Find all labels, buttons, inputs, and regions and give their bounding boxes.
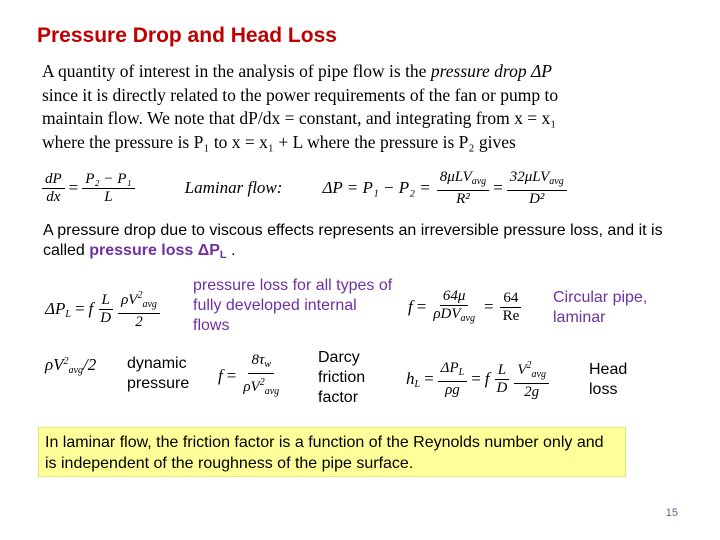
delta-p-expression: ΔP = P₁ − P₂ = <box>322 178 431 197</box>
laminar-dp-radius: $\frac{8\mu LV_{avg}}{\text{R²}}$ <box>437 169 489 208</box>
dpdx-fraction: $\frac{dP}{dx}$ <box>42 171 65 206</box>
pressure-gradient-fraction: $\frac{\text{P₂ − P₁}}{L}$ <box>82 171 134 206</box>
darcy-friction-equation: f = $\frac{8\tau_w}{\rho V^2_{avg}}$ <box>218 352 280 397</box>
head-loss-note: Head loss <box>589 361 628 398</box>
pressure-loss-note: pressure loss for all types of fully developed internal flows <box>193 277 393 334</box>
pressure-loss-equation: $\Delta P_L$ = f $\frac{L}{D}$ $\frac{\rho V^2_{avg}}{2}$ <box>45 284 160 334</box>
equation-row: $\frac{dP}{dx}$ = $\frac{\text{P₂ − P₁}}{L}$ Laminar flow: ΔP = P₁ − P₂ = $\frac{8\mu LV_{avg}}{\text{R²}}$ = $\frac{32\mu LV_{avg}}{\text{D²}}$ <box>42 160 682 216</box>
irreversible-loss-text: A pressure drop due to viscous effects represents an irreversible pressure loss, and it is called pressure loss $\Delta P_L$ . <box>43 222 663 261</box>
dynamic-pressure-note: dynamic pressure <box>127 355 190 392</box>
dynamic-pressure-expression: $\rho V^2_{avg}/2$ <box>45 354 97 376</box>
circular-pipe-note: Circular pipe, laminar <box>553 289 648 326</box>
intro-paragraph: A quantity of interest in the analysis of pipe flow is the pressure drop ΔP since it is directly related to the power requirements of the fan or pump to maintain flow. We note that dP/dx = constant, and integrating from x = x₁ where the pressure is P₁ to x = x₁ + L where the pressure is P₂ gives <box>42 61 559 152</box>
friction-factor-laminar-equation: f = $\frac{64\mu}{\rho DV_{avg}}$ = $\frac{64}{Re}$ <box>408 282 522 332</box>
conclusion-box <box>38 427 626 477</box>
page-title: Pressure Drop and Head Loss <box>37 24 337 47</box>
laminar-label: Laminar flow: <box>184 178 283 197</box>
laminar-dp-diameter: $\frac{32\mu LV_{avg}}{\text{D²}}$ <box>507 169 567 208</box>
darcy-note: Darcy friction factor <box>318 349 366 406</box>
conclusion-text: In laminar flow, the friction factor is a function of the Reynolds number only and is independent of the roughness of the pipe surface. <box>45 434 604 472</box>
head-loss-equation: $h_L$ = $\frac{\Delta P_L}{\rho g}$ = f $\frac{L}{D}$ $\frac{V^2_{avg}}{2g}$ <box>406 354 549 404</box>
page-number: 15 <box>665 507 678 519</box>
